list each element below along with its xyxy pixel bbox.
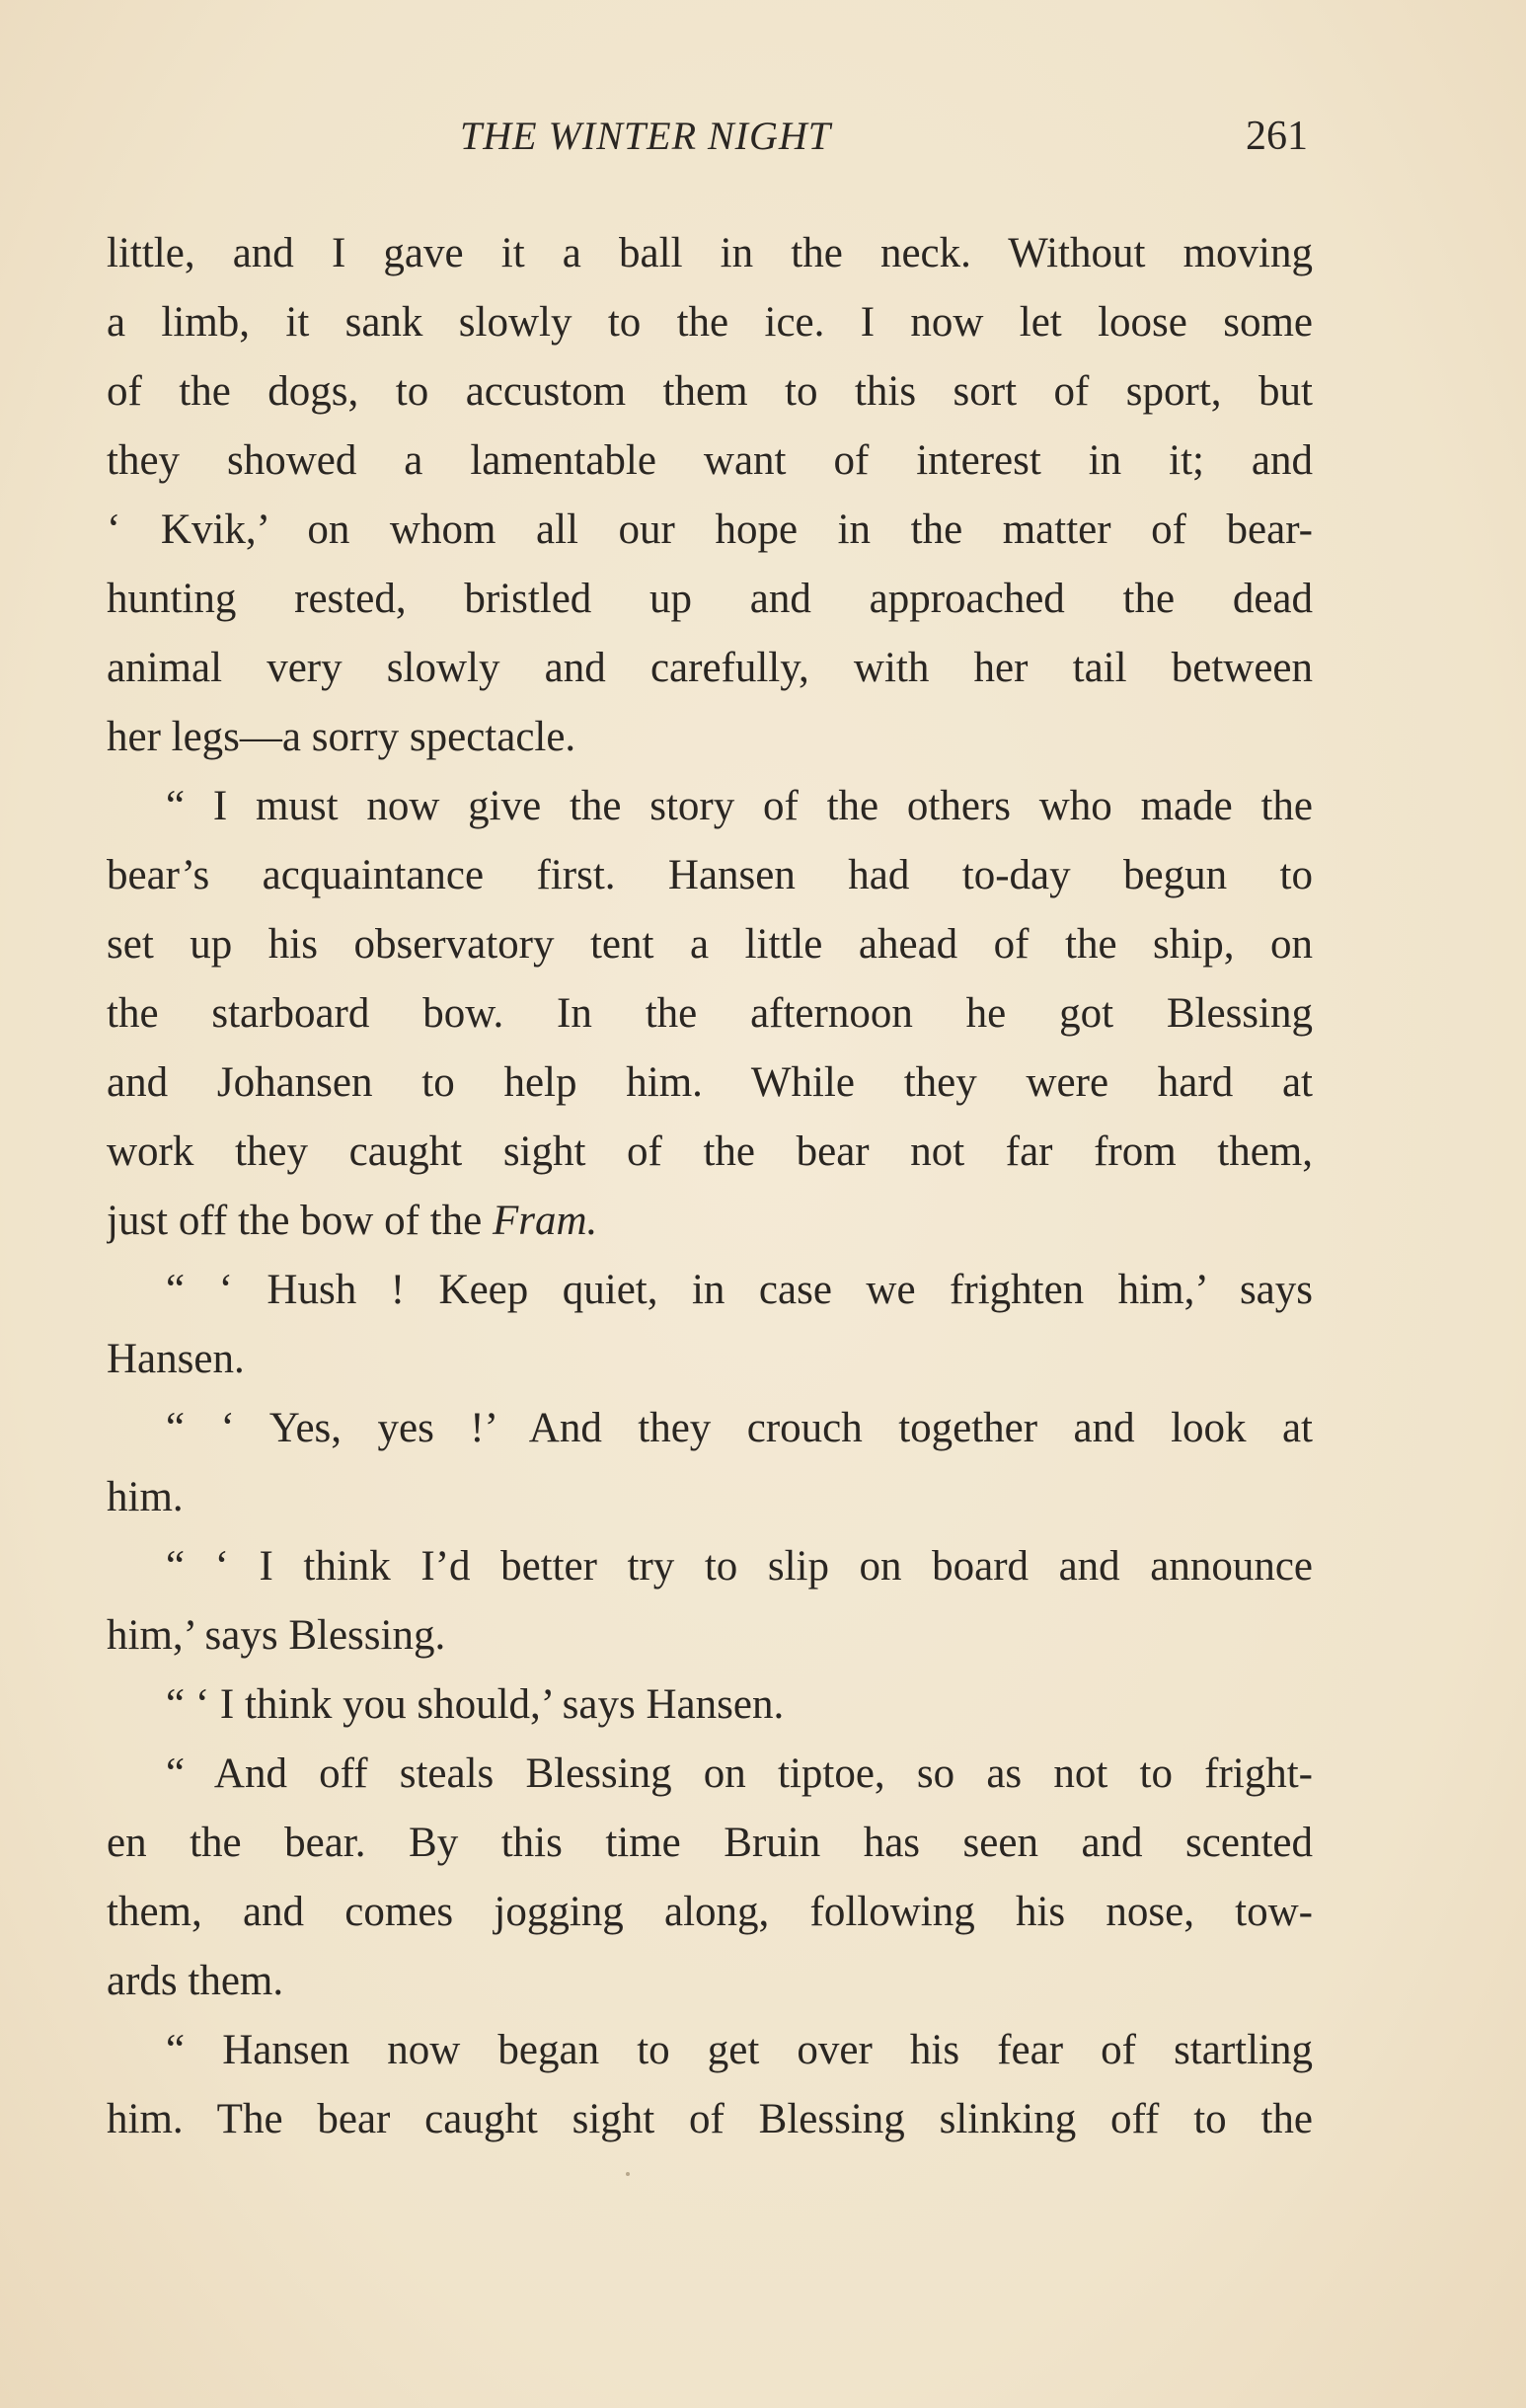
text-line: the starboard bow. In the afternoon he got Blessing <box>107 990 1313 1037</box>
text-line: animal very slowly and carefully, with her tail between <box>107 645 1313 691</box>
text-line: “ ‘ Hush ! Keep quiet, in case we frighten him,’ says <box>166 1267 1313 1313</box>
text-line: him,’ says Blessing. <box>107 1612 446 1659</box>
page-number: 261 <box>1246 114 1308 159</box>
text-line: set up his observatory tent a little ahead of the ship, on <box>107 921 1313 968</box>
paper-speck <box>626 2172 630 2176</box>
text-line: hunting rested, bristled up and approached the dead <box>107 576 1313 622</box>
text-line: ards them. <box>107 1958 284 2004</box>
text-line: bear’s acquaintance first. Hansen had to-day begun to <box>107 852 1313 898</box>
text-line: en the bear. By this time Bruin has seen and scented <box>107 1820 1313 1866</box>
text-line: “ ‘ I think you should,’ says Hansen. <box>166 1681 785 1728</box>
text-line: of the dogs, to accustom them to this sort of sport, but <box>107 368 1313 415</box>
text-line: him. <box>107 1474 184 1520</box>
text-line: “ And off steals Blessing on tiptoe, so as not to fright- <box>166 1750 1313 1797</box>
text-line: “ ‘ Yes, yes !’ And they crouch together and look at <box>166 1405 1313 1451</box>
text-line: “ ‘ I think I’d better try to slip on board and announce <box>166 1543 1313 1590</box>
text-segment: just off the bow of the <box>107 1198 483 1244</box>
text-line: ‘ Kvik,’ on whom all our hope in the matter of bear- <box>107 506 1313 553</box>
text-line: work they caught sight of the bear not far from them, <box>107 1128 1313 1175</box>
text-line: they showed a lamentable want of interest in it; and <box>107 437 1313 484</box>
text-line: “ I must now give the story of the others who made the <box>166 783 1313 829</box>
body-text <box>107 219 1313 2154</box>
text-line <box>107 1187 1313 1256</box>
ship-name: Fram. <box>492 1198 598 1244</box>
text-line: her legs—a sorry spectacle. <box>107 714 576 760</box>
running-title: THE WINTER NIGHT <box>460 114 832 158</box>
text-line: “ Hansen now began to get over his fear of startling <box>166 2027 1313 2073</box>
text-line: and Johansen to help him. While they were hard at <box>107 1059 1313 1106</box>
text-line: a limb, it sank slowly to the ice. I now let loose some <box>107 299 1313 346</box>
text-line: them, and comes jogging along, following his nose, tow- <box>107 1889 1313 1935</box>
text-line: little, and I gave it a ball in the neck. Without moving <box>107 230 1313 276</box>
text-line: Hansen. <box>107 1336 245 1382</box>
running-head <box>0 107 1526 166</box>
text-line: him. The bear caught sight of Blessing slinking off to the <box>107 2096 1313 2142</box>
